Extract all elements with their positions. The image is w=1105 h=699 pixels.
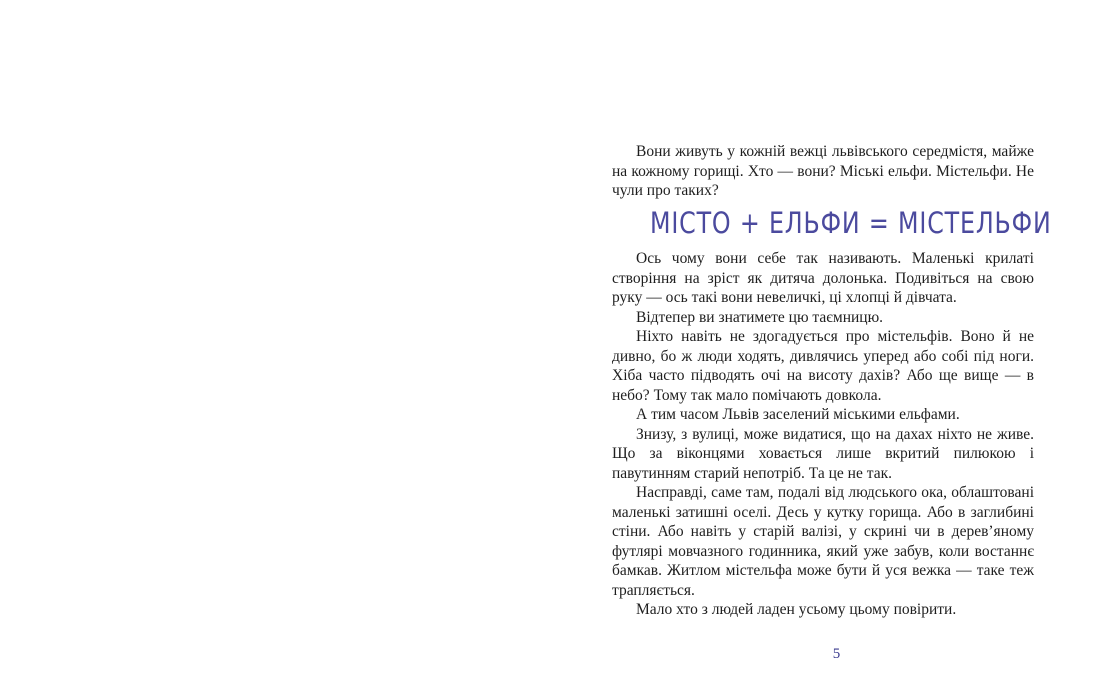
left-page-blank: [0, 0, 552, 699]
paragraph: Ніхто навіть не здогадується про містельфів. Воно й не дивно, бо ж люди ходять, дивлячись уперед або собі під ноги. Хіба часто підводять очі на висоту дахів? Або ще вище — в небо? Тому так мало помічають довкола.: [612, 328, 1034, 404]
right-page: [552, 0, 1105, 699]
paragraph: Насправді, саме там, подалі від людського ока, облаштовані маленькі затишні оселі. Десь у кутку горища. Або в заглибині стіни. Або навіть у старій валізі, у скрині чи в дерев’яному футлярі мовчазного годинника, який уже забув, коли востаннє бамкав. Житлом містельфа може бути й уся вежка — таке теж трапляється.: [612, 484, 1034, 599]
paragraph: Знизу, з вулиці, може видатися, що на дахах ніхто не живе. Що за віконцями ховається лише вкритий пилюкою і павутинням старий непотріб. Та це не так.: [612, 425, 1034, 482]
paragraph: Ось чому вони себе так називають. Маленькі крилаті створіння на зріст як дитяча долонька. Подивіться на свою руку — ось такі вони невеличкі, ці хлопці й дівчата.: [612, 250, 1034, 306]
paragraph: Відтепер ви знатимете цю таємницю.: [636, 308, 884, 326]
handwritten-equation: МІСТО + ЕЛЬФИ = МІСТЕЛЬФИ: [649, 205, 1052, 240]
page-number: 5: [832, 646, 841, 662]
paragraph: Мало хто з людей ладен усьому цьому повірити.: [636, 601, 957, 618]
paragraph-intro: Вони живуть у кожній вежці львівського середмістя, майже на кожному горищі. Хто — вони? Міські ельфи. Містельфи. Не чули про таких?: [612, 143, 1034, 199]
body-text: [612, 142, 1052, 620]
paragraph: А тим часом Львів заселений міськими ельфами.: [636, 406, 960, 423]
